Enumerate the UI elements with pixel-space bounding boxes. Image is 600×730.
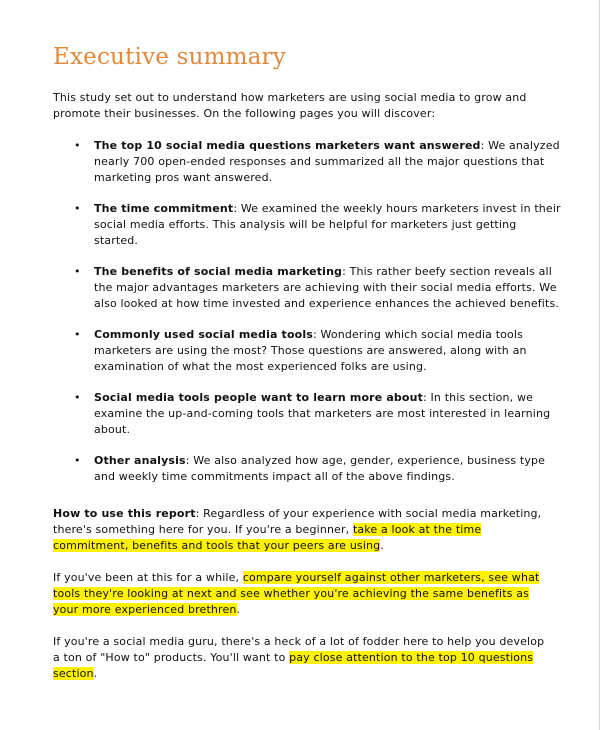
bullet-icon: • — [74, 328, 81, 341]
highlighted-text: compare yourself against other marketers, see what tools they're looking at next and see whether you're achieving the same benefits as your more experienced brethren — [53, 571, 540, 616]
bullet-label: Social media tools people want to learn more about — [94, 391, 424, 404]
bullet-text: : We analyzed nearly 700 open-ended responses and summarized all the major questions that marketing pros want answered. — [94, 139, 560, 184]
bullet-text: : We also analyzed how age, gender, experience, business type and weekly time commitments impact all of the above findings. — [94, 454, 546, 483]
how-to-label: How to use this report — [53, 507, 196, 520]
list-item — [53, 327, 563, 375]
list-item — [53, 264, 563, 312]
bullet-label: Other analysis — [94, 454, 186, 467]
bullet-icon: • — [74, 454, 81, 467]
period: . — [236, 603, 241, 616]
bullet-text: : Wondering which social media tools marketers are using the most? Those questions are answered, along with an examination of what the most experienced folks are using. — [94, 328, 527, 373]
bullet-label: The benefits of social media marketing — [94, 265, 343, 278]
intro-paragraph: This study set out to understand how marketers are using social media to grow and promote their businesses. On the following pages you will discover: — [53, 91, 527, 120]
bullet-text: : We examined the weekly hours marketers invest in their social media efforts. This analysis will be helpful for marketers just getting started. — [94, 202, 561, 247]
how-to-text: : Regardless of your experience with social media marketing, there's something here for you. If you're a beginner, — [53, 507, 542, 536]
highlighted-text: pay close attention to the top 10 questions section — [53, 651, 534, 680]
bullet-text: : This rather beefy section reveals all the major advantages marketers are achieving with their social media efforts. We also looked at how time invested and experience enhances the achieved benefits. — [94, 265, 560, 310]
bullet-icon: • — [74, 139, 81, 152]
how-to-paragraph — [53, 506, 553, 554]
experienced-text: If you've been at this for a while, — [53, 571, 243, 584]
period: . — [93, 667, 98, 680]
list-item — [53, 138, 563, 186]
page-title: Executive summary — [53, 44, 286, 70]
period: . — [380, 539, 384, 552]
guru-paragraph — [53, 634, 553, 682]
list-item — [53, 201, 563, 249]
experienced-paragraph — [53, 570, 553, 618]
bullet-icon: • — [74, 202, 81, 215]
bullet-icon: • — [74, 391, 81, 404]
list-item — [53, 453, 563, 485]
highlighted-text: take a look at the time commitment, benefits and tools that your peers are using — [53, 523, 482, 552]
guru-text: If you're a social media guru, there's a heck of a lot of fodder here to help you develop a ton of "How to" products. You'll want to — [53, 635, 545, 664]
bullet-icon: • — [74, 265, 81, 278]
bullet-label: The time commitment — [94, 202, 234, 215]
findings-list — [53, 138, 563, 500]
bullet-text: : In this section, we examine the up-and-coming tools that marketers are most interested in learning about. — [94, 391, 551, 436]
list-item — [53, 390, 563, 438]
bullet-label: The top 10 social media questions marketers want answered — [94, 139, 481, 152]
bullet-label: Commonly used social media tools — [94, 328, 313, 341]
